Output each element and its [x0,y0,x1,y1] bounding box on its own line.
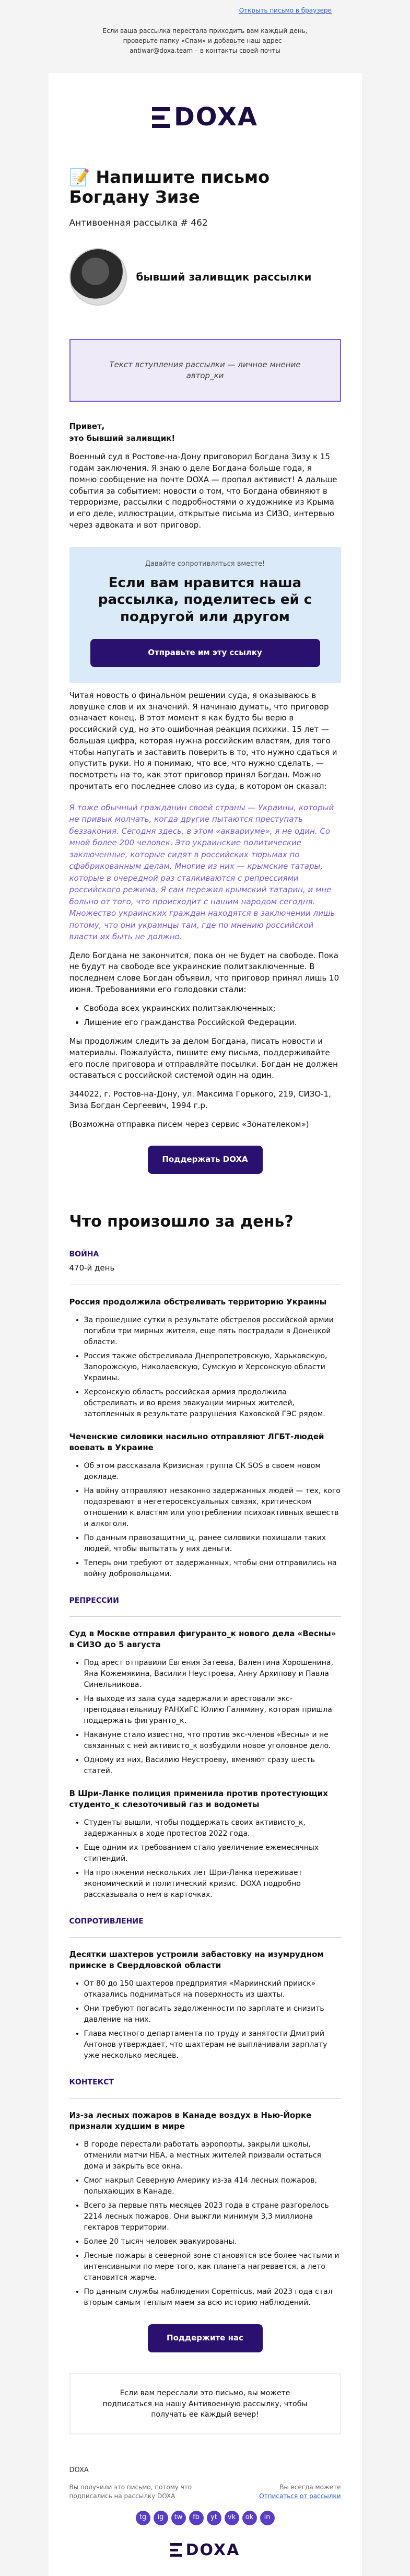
ok-icon[interactable]: ok [242,2511,257,2525]
demands-list [84,1003,341,1029]
list-item: • Свобода всех украинских политзаключенных; [84,1003,341,1015]
list-item: • Теперь они требуют от задержанных, чтобы они отправились на войну добровольцами. [84,1558,341,1580]
list-item: • В городе перестали работать аэропорты, закрыли школы, отменили матчи НБА, а местных жителей призвали остаться дома и закрыть все окна. [84,2139,341,2172]
news-item-points [84,1817,341,1901]
open-in-browser-link[interactable]: Открыть письмо в браузере [239,7,332,14]
unsubscribe-link[interactable]: Отписаться от рассылки [259,2492,341,2500]
support-us-button[interactable]: Поддержите нас [148,2324,263,2352]
list-item: • Под арест отправили Евгения Затеева, Валентина Хорошенина, Яна Кожемякина, Василия Неустроева, Анну Архипову и Павла Синельникова. [84,1658,341,1691]
news-item-title: В Шри-Ланке полиция применила против протестующих студенто_к слезоточивый газ и водометы [69,1788,328,1809]
list-item: • Лишение его гражданства Российской Федерации. [84,1017,341,1029]
divider [69,2098,341,2099]
greeting-line1: Привет, [69,422,105,432]
support-doxa-button[interactable]: Поддержать DOXA [148,1146,263,1174]
footer-logo [69,2539,341,2562]
footer-row [69,2483,341,2501]
list-item: • На выходе из зала суда задержали и арестовали экс-преподавательницу РАНХиГС Юлию Галямину, которая пришла поддержать фигуранто_к. [84,1694,341,1727]
news-item-title: Десятки шахтеров устроили забастовку на изумрудном прииске в Свердловской области [69,1950,324,1971]
list-item: • За прошедшие сутки в результате обстрелов российской армии погибли три мирных жителя, еще пять пострадали в Донецкой области. [84,1315,341,1348]
logo-text: DOXA [185,2540,240,2559]
logo-mark-icon [170,2543,182,2557]
avatar [69,248,127,306]
list-item: • Они требуют погасить задолженности по зарплате и снизить давление на них. [84,2003,341,2025]
share-pretitle: Давайте сопротивляться вместе! [145,560,265,568]
greeting [69,421,341,444]
spam-notice: Если ваша рассылка перестала приходить вам каждый день, проверьте папку «Спам» и добавьте наш адрес – antiwar@doxa.team – в контакты своей почты [102,27,308,55]
list-item: • Всего за первые пять месяцев 2023 года в стране разгорелось 2214 лесных пожаров. Они выжгли минимум 3,3 миллиона гектаров территории. [84,2200,341,2233]
logo-mark-icon [152,107,170,128]
body-paragraph-4: Мы продолжим следить за делом Богдана, писать новости и материалы. Пожалуйста, пишите ему письма, поддерживайте его после приговора и отправляйте посылки. Богдан не должен оставаться с российской системой один на один. [69,1036,338,1080]
list-item: • Глава местного департамента по труду и занятости Дмитрий Антонов утверждает, что шахтерам не выплачивали зарплату уже несколько месяцев. [84,2029,341,2061]
news-item-title: Суд в Москве отправил фигуранто_к нового дела «Весны» в СИЗО до 5 августа [69,1628,336,1649]
ig-icon[interactable]: ig [154,2511,168,2525]
news-item-points [84,1461,341,1580]
author-block [69,248,341,306]
fb-icon[interactable]: fb [189,2511,204,2525]
section-label: КОНТЕКСТ [69,2078,114,2087]
tg-icon[interactable]: tg [136,2511,150,2525]
share-link-button[interactable]: Отправьте им эту ссылку [90,639,320,667]
list-item: • По данным службы наблюдения Copernicus, май 2023 года стал вторым самым теплым маем за всю историю наблюдений. [84,2287,341,2309]
list-item: • Одному из них, Василию Неустроеву, вменяют сразу шесть статей. [84,1755,341,1777]
news-item-title: Россия продолжила обстреливать территорию Украины [69,1297,327,1307]
list-item: • Россия также обстреливала Днепропетровскую, Харьковскую, Запорожскую, Николаевскую, Сумскую и Херсонскую области Украины. [84,1351,341,1384]
list-item: • По данным правозащитни_ц, ранее силовики похищали таких людей, чтобы выпытать у них деньги. [84,1533,341,1555]
forwarded-notice: Если вам переслали это письмо, вы можете подписаться на нашу Антивоенную рассылку, чтобы получать ее каждый вечер! [69,2373,341,2434]
footer-right-top: Вы всегда можете [279,2483,341,2491]
list-item: • Лесные пожары в северной зоне становятся все более частыми и интенсивными по мере того, как планета нагревается, а лето становится жарче. [84,2251,341,2283]
divider [69,1616,341,1617]
news-heading: Что произошло за день? [69,1213,294,1231]
list-item: • На протяжении нескольких лет Шри-Ланка переживает экономический и политический кризис. DOXA подробно рассказывала о нем в карточках. [84,1868,341,1901]
footer [69,2466,341,2561]
list-item: • Херсонскую область российская армия продолжила обстреливать и во время эвакуации мирных жителей, затопленных в результате разрушения Каховской ГЭС рядом. [84,1387,341,1420]
list-item: • От 80 до 150 шахтеров предприятия «Мариинский прииск» отказались подниматься на поверхность из шахты. [84,1978,341,2000]
last-word-quote: Я тоже обычный гражданин своей страны — Украины, который не привык молчать, когда другие пытаются преступать беззакония. Сегодня здесь, в этом «аквариуме», я не один. Со мной более 200 человек. Это украинские политические заключенные, которые сидят в российских тюрьмах по сфабрикованным делам. Многие из них — крымские татары, которые в очередной раз сталкиваются с репрессиями российского режима. Я сам пережил крымский татарин, и мне больно от того, что происходит с нашим народом сегодня. Множество украинских граждан находятся в заключении лишь потому, что они украинцы там, где по мнению российской власти их быть не должно. [69,802,335,942]
list-item: • Об этом рассказала Кризисная группа СК SOS в своем новом докладе. [84,1461,341,1483]
news-item-points [84,1978,341,2061]
list-item: • Студенты вышли, чтобы поддержать своих активисто_к, задержанных в ходе протестов 2022 года. [84,1817,341,1839]
footer-right [259,2483,341,2501]
divider [69,1937,341,1938]
news-item-points [84,1315,341,1420]
author-name: бывший заливщик рассылки [136,270,312,283]
list-item: • Более 20 тысяч человек эвакуированы. [84,2236,341,2247]
intro-placeholder: Текст вступления рассылки — личное мнение автор_ки [69,339,341,402]
email-card [49,73,362,2576]
in-icon[interactable]: in [260,2511,275,2525]
mail-hint: (Возможна отправка писем через сервис «Зонателеком») [69,1119,309,1129]
preheader [0,0,410,16]
footer-brand: DOXA [69,2466,89,2475]
body-paragraph-3: Дело Богдана не закончится, пока он не будет на свободе. Пока не будут на свободе все украинские политзаключенные. В последнем слове Богдан объявил, что приговор принял лишь 10 июня. Требованиями его голодовки стали: [69,950,339,994]
body-paragraph-2: Читая новость о финальном решении суда, я оказываюсь в ловушке слов и их значений. Я начинаю думать, что приговор означает конец. В этот момент я как будто бы верю в российский суд, но это ошибочная реакция психики. 15 лет — большая цифра, которая нужна российским властям, для того чтобы напугать и заставить поверить в то, что нужно сдаться и опустить руки. Но я понимаю, что все, что нужно сделать, — посмотреть на то, как этот приговор принял Богдан. Можно прочитать его последнее слово из суда, в котором он сказал: [69,690,337,791]
body-paragraph-1: Военный суд в Ростове-на-Дону приговорил Богдана Зизу к 15 годам заключения. Я знаю о деле Богдана больше года, я помню сообщение на почте DOXA — пропал активист! А дальше события за событием: новости о том, что Богдана обвиняют в терроризме, рассылки с подробностями о художнике из Крыма и его деле, иллюстрации, открытые письма из СИЗО, интервью через адвоката и вот приговор. [69,452,337,530]
newsletter-title: 📝 Напишите письмо Богдану Зизе [69,167,270,207]
news-item-title: Из-за лесных пожаров в Канаде воздух в Нью-Йорке признали худшим в мире [69,2111,312,2131]
news-item-points [84,1658,341,1777]
doxa-logo [69,94,341,141]
vk-icon[interactable]: vk [225,2511,239,2525]
war-day: 470-й день [69,1263,115,1273]
list-item: • Еще одним их требованием стало увеличение ежемесячных стипендий. [84,1843,341,1864]
tw-icon[interactable]: tw [171,2511,186,2525]
section-label: СОПРОТИВЛЕНИЕ [69,1917,144,1926]
list-item: • На войну отправляют незаконно задержанных людей — тех, кого подозревают в негетеросексуальных связях, критическом отношении к властям или употреблении психоактивных веществ и алкоголя. [84,1486,341,1530]
news-item-points [84,2139,341,2309]
share-box [69,547,341,683]
yt-icon[interactable]: yt [207,2511,221,2525]
section-label: ВОЙНА [69,1250,99,1258]
share-title: Если вам нравится наша рассылка, поделитесь ей с подругой или другом [98,575,312,625]
newsletter-subtitle: Антивоенная рассылка # 462 [69,217,208,228]
logo-text: DOXA [173,102,259,132]
greeting-line2: это бывший заливщик! [69,433,175,443]
footer-left-text: Вы получили это письмо, потому что подписались на рассылку DOXA [69,2483,192,2500]
news-item-title: Чеченские силовики насильно отправляют ЛГБТ-людей воевать в Украине [69,1431,324,1452]
section-label: РЕПРЕССИИ [69,1596,119,1605]
social-links [69,2511,341,2525]
list-item: • Смог накрыл Северную Америку из-за 414 лесных пожаров, полыхающих в Канаде. [84,2175,341,2197]
list-item: • Накануне стало известно, что против экс-членов «Весны» и не связанных с ней активисто_к возбудили новое уголовное дело. [84,1730,341,1752]
mail-address: 344022, г. Ростов-на-Дону, ул. Максима Горького, 219, СИЗО-1, Зиза Богдан Сергеевич, 1994 г.р. [69,1089,331,1110]
news-sections [69,1249,341,2309]
